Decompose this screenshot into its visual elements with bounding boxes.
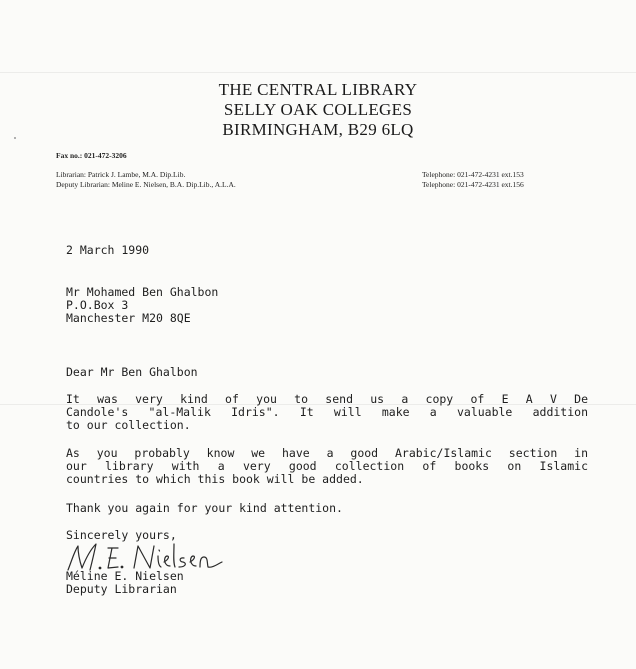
signatory-name: Méline E. Nielsen — [66, 569, 184, 583]
letterhead — [0, 80, 636, 140]
signatory-block — [66, 570, 184, 596]
paragraph-3: Thank you again for your kind attention. — [66, 501, 343, 515]
recipient-address-line-1: P.O.Box 3 — [66, 298, 129, 312]
salutation: Dear Mr Ben Ghalbon — [66, 365, 198, 379]
recipient-name: Mr Mohamed Ben Ghalbon — [66, 285, 219, 299]
closing: Sincerely yours, — [66, 528, 177, 542]
librarian-line: Librarian: Patrick J. Lambe, M.A. Dip.Lib. — [56, 170, 186, 179]
recipient-address-line-2: Manchester M20 8QE — [66, 311, 191, 325]
letterhead-line-3: BIRMINGHAM, B29 6LQ — [222, 120, 414, 139]
paragraph-1 — [66, 393, 588, 432]
recipient-block — [66, 286, 218, 325]
fax-number: Fax no.: 021-472-3206 — [56, 151, 127, 160]
letterhead-line-2: SELLY OAK COLLEGES — [223, 100, 413, 119]
paragraph-2-line-1: As you probably know we have a good Arabic/Islamic section in — [66, 446, 588, 460]
fold-line-top — [0, 72, 636, 73]
paragraph-2-line-3: countries to which this book will be added. — [66, 472, 364, 486]
telephone-line-2: Telephone: 021-472-4231 ext.156 — [422, 180, 524, 189]
paragraph-2-line-2: our library with a very good collection of books on Islamic — [66, 459, 588, 473]
letterhead-line-1: THE CENTRAL LIBRARY — [218, 80, 418, 99]
paragraph-1-line-2: Candole's "al-Malik Idris". It will make a valuable addition — [66, 405, 588, 419]
paragraph-2 — [66, 447, 588, 486]
telephone-line-1: Telephone: 021-472-4231 ext.153 — [422, 170, 524, 179]
paragraph-1-line-1: It was very kind of you to send us a copy of E A V De — [66, 392, 588, 406]
signatory-title: Deputy Librarian — [66, 582, 177, 596]
paragraph-1-line-3: to our collection. — [66, 418, 191, 432]
letter-date: 2 March 1990 — [66, 243, 150, 257]
deputy-librarian-line: Deputy Librarian: Meline E. Nielsen, B.A. Dip.Lib., A.L.A. — [56, 180, 236, 189]
